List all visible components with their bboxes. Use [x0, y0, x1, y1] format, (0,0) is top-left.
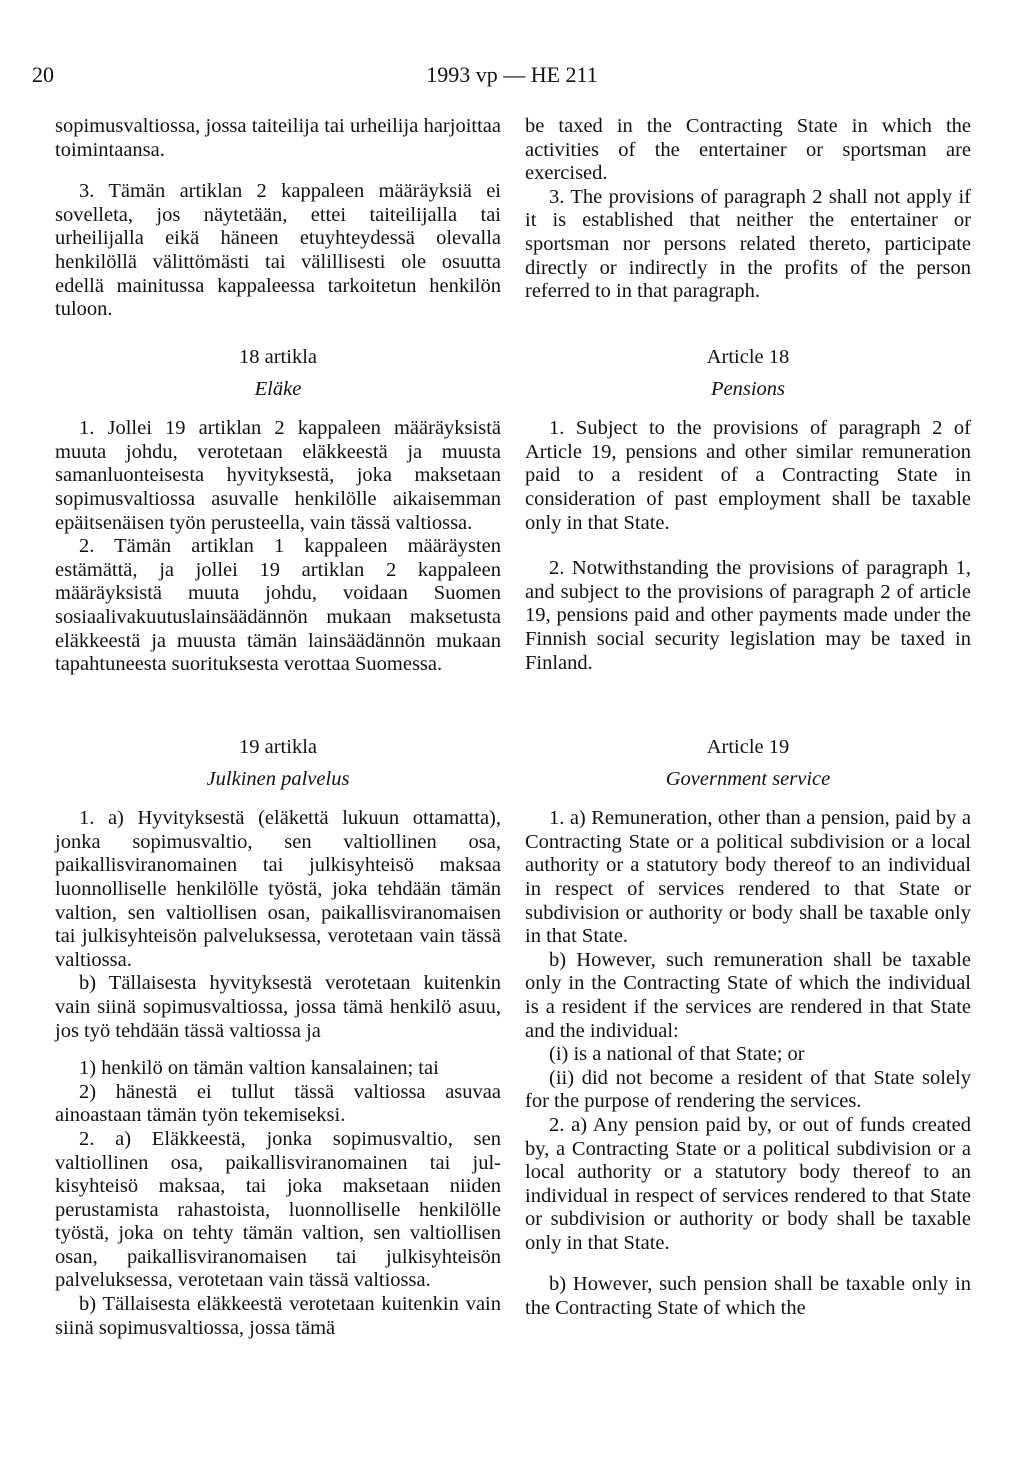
running-head: 1993 vp — HE 211	[426, 62, 598, 87]
english-paragraph: 2. Notwithstanding the provisions of paragraph 1, and subject to the provisions of paragraph 2 of article 19, pensions paid and other payments made under the Finnish social security legislation may be taxed in Finland.	[525, 557, 971, 674]
finnish-article-subheading: Julkinen palvelus	[206, 767, 350, 790]
english-block-art18	[525, 346, 971, 675]
english-article-subheading: Pensions	[710, 377, 786, 400]
english-list-item: (i) is a national of that State; or	[549, 1043, 805, 1066]
finnish-list-item: 1) henkilö on tämän valtion kansalainen; tai	[79, 1057, 439, 1080]
finnish-paragraph: 1. a) Hyvityksestä (eläkettä lukuun ottamatta), jonka sopimusvaltio, sen valtiollinen osa, paikallisviranomainen tai julkisyhteisö maksaa luonnolliselle henkilölle työstä, joka tehdään tämän valtion, sen valtiollisen osan, paikallisviranomaisen tai julkisyhteisön palveluksessa, verotetaan vain tässä valtiossa.	[55, 807, 501, 971]
english-paragraph: 1. Subject to the provisions of paragraph 2 of Article 19, pensions and other similar remuneration paid to a resident of a Contracting State in consideration of past employment shall be taxable only in that State.	[525, 417, 971, 534]
english-article-subheading: Government service	[665, 767, 831, 790]
finnish-paragraph: 2. a) Eläkkeestä, jonka sopimusvaltio, sen valtiollinen osa, paikallisviranomainen tai julkisyhteisö maksaa, tai joka maksetaan niiden perustamista rahastoista, luonnolliselle henkilölle työstä, joka on tehty tämän valtion, sen valtiollisen osan, paikallisviranomaisen tai julkisyhteisön palveluksessa, verotetaan vain tässä valtiossa.	[55, 1127, 501, 1292]
finnish-paragraph: b) Tällaisesta hyvityksestä verotetaan kuitenkin vain siinä sopimusvaltiossa, jossa tämä henkilö asuu, jos työ tehdään tässä valtiossa ja	[55, 972, 501, 1042]
english-list-item: (ii) did not become a resident of that State solely for the purpose of rendering the services.	[525, 1066, 971, 1113]
english-paragraph: 1. a) Remuneration, other than a pension, paid by a Contracting State or a political subdivision or a local authority or a statutory body thereof to an individual in respect of services rendered to that State or subdivision or authority or body shall be taxable only in that State.	[525, 807, 971, 948]
finnish-paragraph: 1. Jollei 19 artiklan 2 kappaleen määräyksistä muuta johdu, verotetaan eläkkeestä ja muusta samanluonteisesta hyvityksestä, joka maksetaan sopimusvaltiossa asuvalle henkilölle aikaisemman epäitsenäisen työn perusteella, vain tässä valtiossa.	[55, 417, 501, 534]
finnish-article-heading: 19 artikla	[239, 736, 317, 758]
english-article-heading: Article 18	[706, 346, 790, 368]
finnish-block-art18	[55, 346, 501, 677]
finnish-block-art19	[55, 736, 501, 1340]
finnish-paragraph: sopimusvaltiossa, jossa taiteilija tai urheilija harjoittaa toimintaansa.	[55, 115, 501, 161]
finnish-article-heading: 18 artikla	[239, 346, 317, 368]
finnish-article-subheading: Eläke	[254, 377, 302, 400]
english-block-art17	[525, 115, 971, 304]
finnish-list-item: 2) hänestä ei tullut tässä valtiossa asuvaa ainoastaan tämän työn tekemiseksi.	[55, 1080, 501, 1127]
finnish-paragraph: 3. Tämän artiklan 2 kappaleen määräyksiä ei sovelleta, jos näytetään, ettei taiteilijalla tai urheilijalla eikä häneen etuyhteydessä olevalla henkilöllä välittömästi tai välillisesti ole osuutta edellä mainitussa kappaleessa tarkoitetun henkilön tuloon.	[55, 180, 501, 321]
english-paragraph: 2. a) Any pension paid by, or out of funds created by, a Contracting State or a political subdivision or a local authority or a statutory body thereof to an individual in respect of services rendered to that State or subdivision or authority or body shall be taxable only in that State.	[525, 1113, 971, 1254]
english-block-art19	[525, 736, 971, 1321]
finnish-block-art17	[55, 115, 501, 322]
english-paragraph: be taxed in the Contracting State in which the activities of the entertainer or sportsman are exercised.	[525, 115, 971, 185]
finnish-paragraph: b) Tällaisesta eläkkeestä verotetaan kuitenkin vain siinä sopimusvaltiossa, jossa tämä	[55, 1293, 501, 1339]
english-paragraph: b) However, such pension shall be taxable only in the Contracting State of which the	[525, 1273, 971, 1320]
page-number: 20	[32, 62, 54, 87]
english-paragraph: b) However, such remuneration shall be taxable only in the Contracting State of which the individual is a resident if the services are rendered in that State and the individual:	[525, 948, 971, 1042]
finnish-paragraph: 2. Tämän artiklan 1 kappaleen määräysten estämättä, ja jollei 19 artiklan 2 kappaleen määräyksistä muuta johdu, voidaan Suomen sosiaalivakuutuslainsäädännön mukaan maksetusta eläkkeestä ja muusta tämän lainsäädännön mukaan tapahtuneesta suorituksesta verottaa Suomessa.	[55, 535, 501, 676]
english-article-heading: Article 19	[706, 736, 790, 758]
english-paragraph: 3. The provisions of paragraph 2 shall not apply if it is established that neither the entertainer or sportsman nor persons related thereto, participate directly or indirectly in the profits of the person referred to in that paragraph.	[525, 185, 971, 303]
